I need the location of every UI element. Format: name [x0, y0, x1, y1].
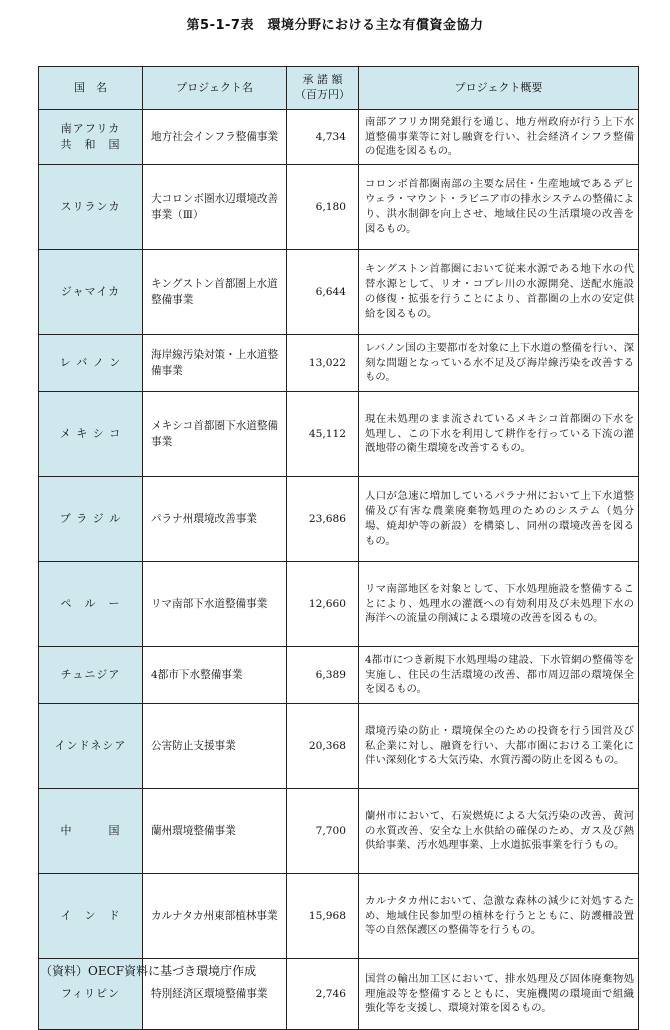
amount-cell: 7,700: [287, 789, 359, 874]
summary-cell: リマ南部地区を対象として、下水処理施設を整備することにより、処理水の灌漑への有効利用及び未処理下水の海洋への流量の削減による環境の改善を図るもの。: [359, 562, 639, 647]
country-cell: ブ ラ ジ ル: [39, 477, 143, 562]
summary-cell: 国営の輸出加工区において、排水処理及び固体廃棄物処理施設等を整備するとともに、実施機関の環境面で組織強化等を支援し、環境対策を図るもの。: [359, 959, 639, 1030]
country-cell: 中 国: [39, 789, 143, 874]
table-row: [39, 789, 639, 874]
project-name-cell: 地方社会インフラ整備事業: [143, 110, 287, 165]
summary-cell: カルナタカ州において、急激な森林の減少に対処するため、地域住民参加型の植林を行うとともに、防護柵設置等の自然保護区の整備等を行うもの。: [359, 874, 639, 959]
project-name-cell: リマ南部下水道整備事業: [143, 562, 287, 647]
amount-cell: 6,644: [287, 250, 359, 335]
table-row: [39, 704, 639, 789]
header-amount-line2: （百万円）: [295, 88, 350, 101]
summary-cell: コロンボ首都圏南部の主要な居住・生産地域であるデヒウェラ・マウント・ラビニア市の排水システムの整備により、洪水制御を向上させ、地域住民の生活環境の改善を図るもの。: [359, 165, 639, 250]
loan-table: [38, 66, 639, 1030]
amount-cell: 12,660: [287, 562, 359, 647]
country-cell: インドネシア: [39, 704, 143, 789]
amount-cell: 15,968: [287, 874, 359, 959]
header-country: 国 名: [39, 67, 143, 110]
header-amount: [287, 67, 359, 110]
table-row: [39, 874, 639, 959]
summary-cell: レバノン国の主要都市を対象に上下水道の整備を行い、深刻な問題となっている水不足及び海岸線汚染を改善するもの。: [359, 335, 639, 392]
country-cell: チュニジア: [39, 647, 143, 704]
country-cell: メ キ シ コ: [39, 392, 143, 477]
table-header-row: [39, 67, 639, 110]
summary-cell: 現在未処理のまま流されているメキシコ首都圏の下水を処理し、この下水を利用して耕作を行っている下流の灌漑地帯の衛生環境を改善するもの。: [359, 392, 639, 477]
country-cell: レ バ ノ ン: [39, 335, 143, 392]
project-name-cell: 海岸線汚染対策・上水道整備事業: [143, 335, 287, 392]
country-cell: フィリピン: [39, 959, 143, 1030]
country-cell: スリランカ: [39, 165, 143, 250]
project-name-cell: メキシコ首都圏下水道整備事業: [143, 392, 287, 477]
country-cell: イ ン ド: [39, 874, 143, 959]
amount-cell: 4,734: [287, 110, 359, 165]
amount-cell: 20,368: [287, 704, 359, 789]
header-project: プロジェクト名: [143, 67, 287, 110]
project-name-cell: 蘭州環境整備事業: [143, 789, 287, 874]
project-name-cell: カルナタカ州東部植林事業: [143, 874, 287, 959]
amount-cell: 6,180: [287, 165, 359, 250]
amount-cell: 6,389: [287, 647, 359, 704]
summary-cell: 環境汚染の防止・環境保全のための投資を行う国営及び私企業に対し、融資を行い、大都市圏における工業化に伴い深刻化する大気汚染、水質汚濁の防止を図るもの。: [359, 704, 639, 789]
table-title: 第5-1-7表 環境分野における主な有償資金協力: [186, 18, 484, 33]
project-name-cell: パラナ州環境改善事業: [143, 477, 287, 562]
summary-cell: 南部アフリカ開発銀行を通じ、地方州政府が行う上下水道整備事業等に対し融資を行い、社会経済インフラ整備の促進を図るもの。: [359, 110, 639, 165]
country-cell: ペ ル ー: [39, 562, 143, 647]
table-row: [39, 165, 639, 250]
header-amount-line1: 承 諾 額: [302, 73, 343, 87]
summary-cell: 蘭州市において、石炭燃焼による大気汚染の改善、黄河の水質改善、安全な上水供給の確保のため、ガス及び熱供給事業、汚水処理事業、上水道拡張事業を行うもの。: [359, 789, 639, 874]
project-name-cell: キングストン首都圏上水道整備事業: [143, 250, 287, 335]
project-name-cell: 4都市下水整備事業: [143, 647, 287, 704]
table-row: [39, 562, 639, 647]
summary-cell: キングストン首都圏において従来水源である地下水の代替水源として、リオ・コブレ川の水源開発、送配水施設の修復・拡張を行うことにより、首都圏の上水の安定供給を図るもの。: [359, 250, 639, 335]
amount-cell: 2,746: [287, 959, 359, 1030]
table-row: [39, 110, 639, 165]
amount-cell: 23,686: [287, 477, 359, 562]
header-summary: プロジェクト概要: [359, 67, 639, 110]
summary-cell: 人口が急速に増加しているパラナ州において上下水道整備及び有害な農業廃棄物処理のためのシステム（処分場、焼却炉等の新設）を構築し、同州の環境改善を図るもの。: [359, 477, 639, 562]
table-body: [39, 110, 639, 1030]
summary-cell: 4都市につき新規下水処理場の建設、下水管網の整備等を実施し、住民の生活環境の改善、都市周辺部の環境保全を図るもの。: [359, 647, 639, 704]
table-row: [39, 392, 639, 477]
table-row: [39, 250, 639, 335]
source-note: （資料）OECF資料に基づき環境庁作成: [40, 964, 257, 978]
amount-cell: 13,022: [287, 335, 359, 392]
country-cell: ジャマイカ: [39, 250, 143, 335]
amount-cell: 45,112: [287, 392, 359, 477]
table-row: [39, 335, 639, 392]
project-name-cell: 大コロンボ圏水辺環境改善事業（Ⅲ）: [143, 165, 287, 250]
table-row: [39, 477, 639, 562]
table-row: [39, 647, 639, 704]
project-name-cell: 特別経済区環境整備事業: [143, 959, 287, 1030]
country-cell: 南アフリカ 共 和 国: [39, 110, 143, 165]
project-name-cell: 公害防止支援事業: [143, 704, 287, 789]
